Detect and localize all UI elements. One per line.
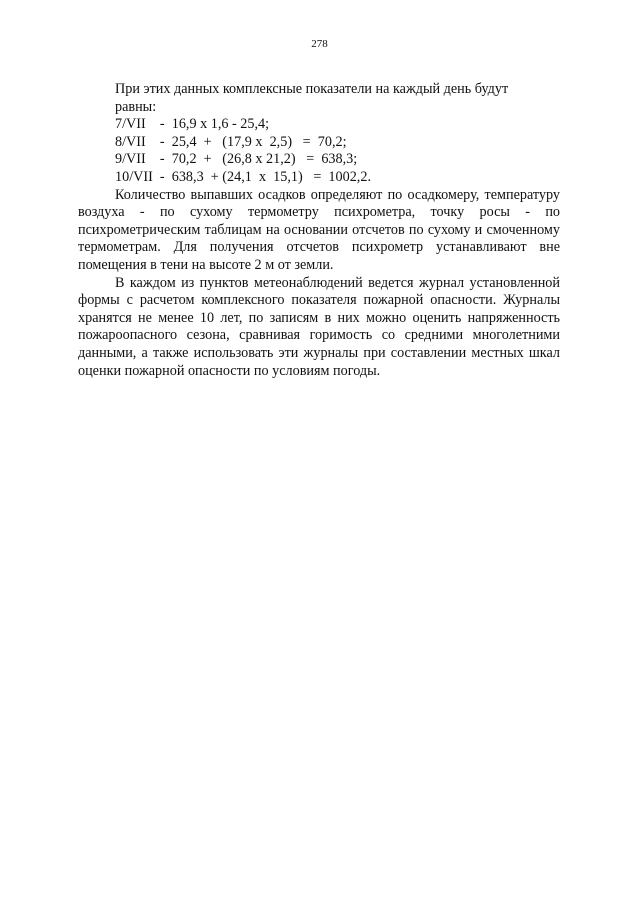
intro-line-2: равны:: [115, 98, 157, 115]
paragraph-journal: В каждом из пунктов метеонаблюдений ведется журнал установленной формы с расчетом комплексного показателя пожарной опасности. Журналы хранятся не менее 10 лет, по записям в них можно оценить напряженность пожароопасного сезона, сравнивая горимость со средними многолетними данными, а также использовать эти журналы при составлении местных шкал оценки пожарной опасности по условиям погоды.: [78, 274, 560, 379]
calculation-row: 7/VII - 16,9 х 1,6 - 25,4;: [115, 116, 270, 133]
calculation-row: 10/VII - 638,3 + (24,1 х 15,1) = 1002,2.: [115, 168, 371, 185]
page-number: 278: [311, 38, 328, 50]
intro-line-1: При этих данных комплексные показатели на каждый день будут: [115, 81, 509, 97]
calculation-row: 9/VII - 70,2 + (26,8 х 21,2) = 638,3;: [115, 151, 358, 168]
paragraph-measurements: Количество выпавших осадков определяют по осадкомеру, температуру воздуха - по сухому термометру психрометра, точку росы - по психрометрическим таблицам на основании отсчетов по сухому и смоченному термометрам. Для получения отсчетов психрометр устанавливают вне помещения в тени на высоте 2 м от земли.: [78, 186, 560, 273]
page-body: [78, 81, 560, 380]
calculation-list: [78, 116, 560, 186]
calculation-row: 8/VII - 25,4 + (17,9 х 2,5) = 70,2;: [115, 133, 347, 150]
